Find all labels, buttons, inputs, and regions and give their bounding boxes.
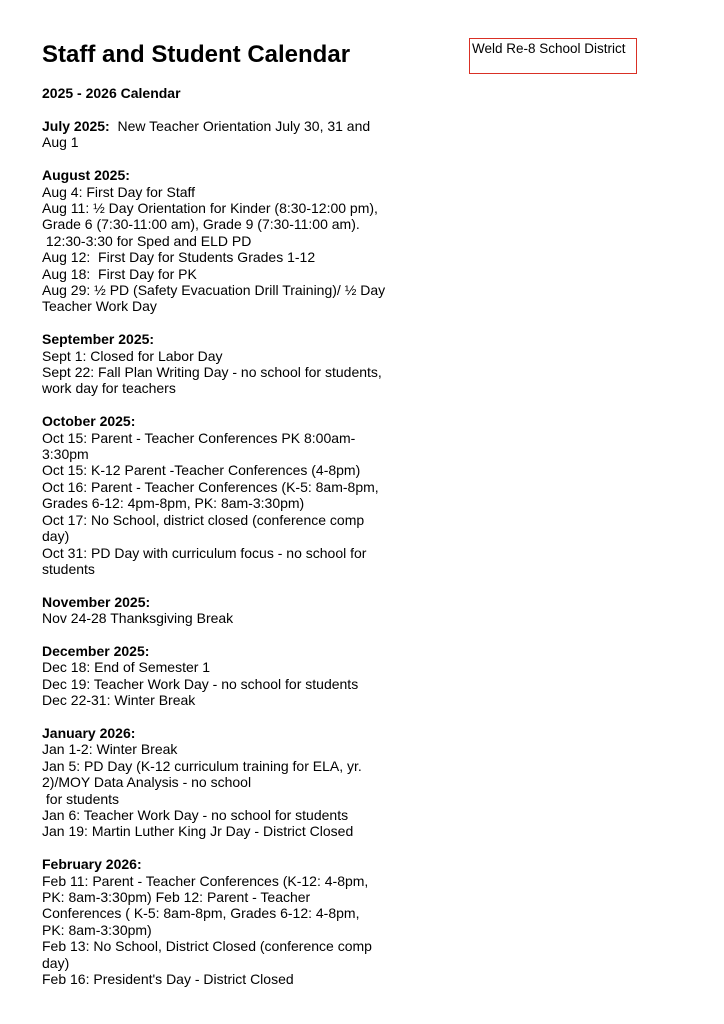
section-heading: September 2025:: [42, 331, 155, 348]
calendar-entry-line: Jan 5: PD Day (K-12 curriculum training for ELA, yr.: [42, 757, 362, 774]
calendar-entry-line: Aug 18: First Day for PK: [42, 265, 197, 282]
calendar-entry-line: Feb 11: Parent - Teacher Conferences (K-12: 4-8pm,: [42, 872, 369, 889]
calendar-entry-line: Oct 15: Parent - Teacher Conferences PK 8:00am-: [42, 429, 356, 446]
section-heading: November 2025:: [42, 593, 151, 610]
calendar-entry-line: Dec 22-31: Winter Break: [42, 692, 196, 709]
calendar-entry-line: Aug 11: ½ Day Orientation for Kinder (8:30-12:00 pm),: [42, 200, 378, 217]
calendar-entry-line: Jan 6: Teacher Work Day - no school for students: [42, 806, 349, 823]
calendar-entry-line: PK: 8am-3:30pm): [42, 921, 152, 938]
district-label-box: [469, 38, 637, 74]
calendar-section: [42, 331, 422, 397]
calendar-entry-line: Oct 16: Parent - Teacher Conferences (K-5: 8am-8pm,: [42, 478, 379, 495]
calendar-entry-line: Oct 17: No School, district closed (conference comp: [42, 511, 365, 528]
calendar-entry-line: Sept 22: Fall Plan Writing Day - no school for students,: [42, 364, 382, 381]
calendar-entry-line: Aug 12: First Day for Students Grades 1-12: [42, 249, 316, 266]
calendar-section: [42, 413, 422, 577]
calendar-year-heading: 2025 - 2026 Calendar: [42, 85, 181, 101]
calendar-entry-line: Oct 31: PD Day with curriculum focus - no school for: [42, 544, 367, 561]
calendar-entry-line: Jan 1-2: Winter Break: [42, 741, 178, 758]
section-heading: February 2026:: [42, 856, 142, 873]
calendar-entry-line: Sept 1: Closed for Labor Day: [42, 347, 223, 364]
calendar-sections: [42, 167, 422, 987]
calendar-entry-line: Nov 24-28 Thanksgiving Break: [42, 610, 234, 627]
calendar-entry-line: students: [42, 560, 95, 577]
page-title: Staff and Student Calendar: [42, 41, 351, 68]
calendar-entry-line: Grade 6 (7:30-11:00 am), Grade 9 (7:30-11:00 am).: [42, 216, 360, 233]
calendar-section: [42, 594, 422, 627]
section-heading: August 2025:: [42, 167, 130, 184]
calendar-entry-line: Teacher Work Day: [42, 298, 157, 315]
calendar-entry-line: Feb 13: No School, District Closed (conference comp: [42, 938, 372, 955]
calendar-entry-line: Dec 19: Teacher Work Day - no school for students: [42, 675, 359, 692]
calendar-entry-line: Grades 6-12: 4pm-8pm, PK: 8am-3:30pm): [42, 495, 305, 512]
section-heading: October 2025:: [42, 413, 136, 430]
section-july-2025: [42, 118, 422, 151]
calendar-entry-line: Aug 4: First Day for Staff: [42, 183, 196, 200]
calendar-section: [42, 856, 422, 987]
section-heading-july: July 2025:: [42, 118, 110, 134]
calendar-section: [42, 725, 422, 840]
calendar-entry-line: day): [42, 528, 70, 545]
section-heading: December 2025:: [42, 642, 150, 659]
calendar-entry-line: Feb 16: President's Day - District Closed: [42, 971, 294, 988]
july-text: New Teacher Orientation July 30, 31 and Aug 1: [42, 118, 371, 151]
calendar-entry-line: 2)/MOY Data Analysis - no school: [42, 774, 252, 791]
calendar-entry-line: day): [42, 954, 70, 971]
calendar-section: [42, 167, 422, 315]
calendar-section: [42, 643, 422, 709]
district-label: Weld Re-8 School District: [472, 41, 626, 56]
calendar-entry-line: Oct 15: K-12 Parent -Teacher Conferences (4-8pm): [42, 462, 361, 479]
calendar-document: [42, 40, 422, 1004]
section-heading: January 2026:: [42, 724, 136, 741]
calendar-entry-line: for students: [42, 790, 120, 807]
calendar-entry-line: 3:30pm: [42, 446, 89, 463]
calendar-entry-line: Jan 19: Martin Luther King Jr Day - District Closed: [42, 823, 354, 840]
calendar-entry-line: 12:30-3:30 for Sped and ELD PD: [42, 232, 252, 249]
calendar-entry-line: Conferences ( K-5: 8am-8pm, Grades 6-12: 4-8pm,: [42, 905, 360, 922]
calendar-entry-line: Dec 18: End of Semester 1: [42, 659, 211, 676]
calendar-entry-line: PK: 8am-3:30pm) Feb 12: Parent - Teacher: [42, 888, 311, 905]
july-line: [42, 118, 422, 151]
calendar-entry-line: Aug 29: ½ PD (Safety Evacuation Drill Training)/ ½ Day: [42, 282, 386, 299]
calendar-entry-line: work day for teachers: [42, 380, 176, 397]
